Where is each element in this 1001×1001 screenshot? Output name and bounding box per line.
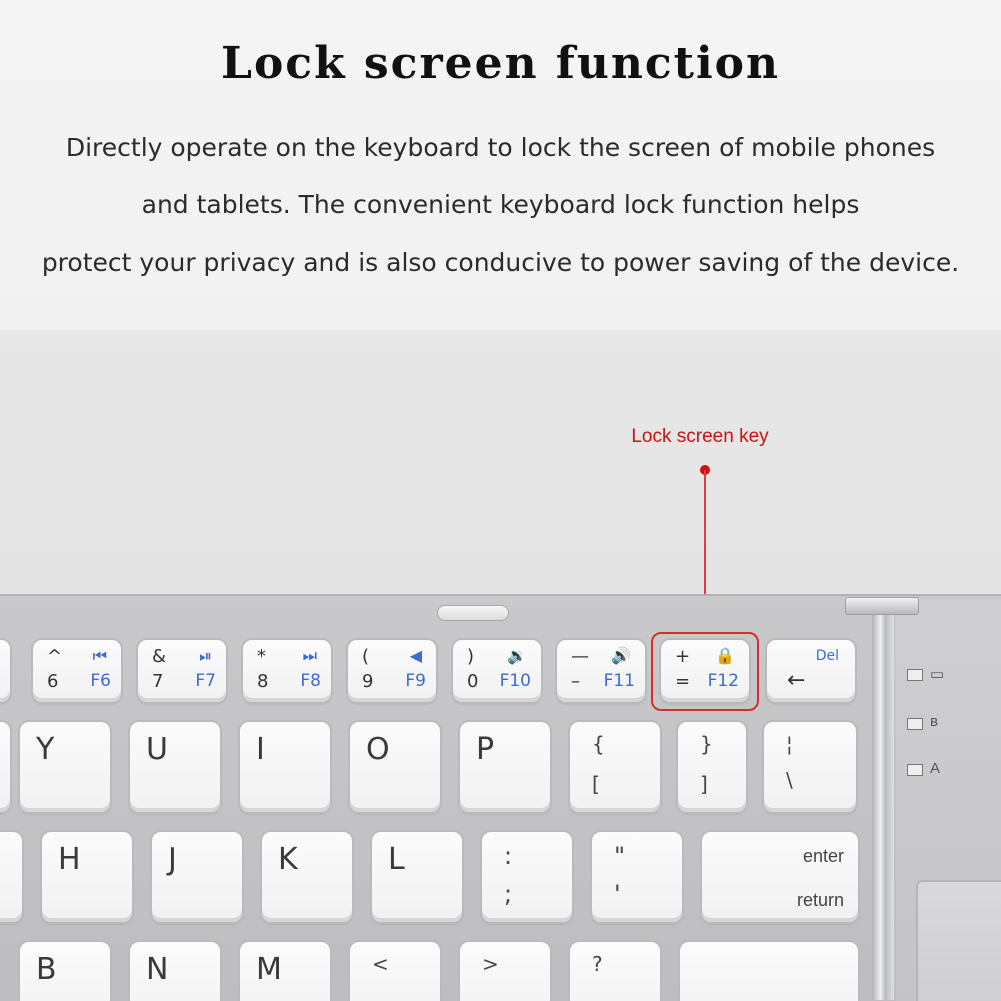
key-less-than[interactable]: <: [350, 942, 440, 1001]
key-y[interactable]: Y: [20, 722, 110, 812]
key-6-f6[interactable]: ^ ⏮ 6 F6: [33, 640, 121, 702]
volume-down-icon: 🔉: [507, 646, 527, 665]
hinge-bar: [872, 600, 894, 1000]
key-k[interactable]: K: [262, 832, 352, 922]
key-delete[interactable]: Del ←: [767, 640, 855, 702]
key-0-f10[interactable]: ) 🔉 0 F10: [453, 640, 541, 702]
key-i[interactable]: I: [240, 722, 330, 812]
key-greater-than[interactable]: >: [460, 942, 550, 1001]
key-9-f9[interactable]: ( ◀ 9 F9: [348, 640, 436, 702]
description-line-3: protect your privacy and is also conducive to power saving of the device.: [41, 248, 960, 277]
keyboard-photo: [0, 330, 1001, 1001]
volume-up-icon: 🔊: [611, 646, 631, 665]
key-8-f8[interactable]: * ⏭ 8 F8: [243, 640, 331, 702]
key-shift[interactable]: [680, 942, 858, 1001]
caps-label: A: [930, 760, 941, 777]
key-partial[interactable]: [0, 832, 22, 922]
battery-label: ▭: [930, 666, 945, 683]
key-j[interactable]: J: [152, 832, 242, 922]
key-semicolon[interactable]: : ;: [482, 832, 572, 922]
key-quote[interactable]: " ': [592, 832, 682, 922]
key-right-bracket[interactable]: } ]: [678, 722, 746, 812]
header: [0, 0, 1001, 330]
volume-mute-icon: ◀: [409, 646, 422, 665]
key-equals-f12-lock[interactable]: + 🔒 = F12: [661, 640, 749, 702]
key-m[interactable]: M: [240, 942, 330, 1001]
key-partial[interactable]: [0, 722, 10, 812]
play-pause-icon: ⏯: [199, 646, 212, 665]
key-p[interactable]: P: [460, 722, 550, 812]
key-partial[interactable]: [0, 640, 10, 702]
bluetooth-label: ʙ: [930, 713, 938, 730]
key-minus-f11[interactable]: — 🔊 – F11: [557, 640, 645, 702]
touchpad[interactable]: [916, 880, 1001, 1001]
bluetooth-icon: [907, 718, 923, 730]
hinge-cap: [845, 597, 919, 615]
key-h[interactable]: H: [42, 832, 132, 922]
key-u[interactable]: U: [130, 722, 220, 812]
key-o[interactable]: O: [350, 722, 440, 812]
key-backslash[interactable]: ¦ \: [764, 722, 856, 812]
key-n[interactable]: N: [130, 942, 220, 1001]
key-enter[interactable]: enter return: [702, 832, 858, 922]
key-b[interactable]: B: [20, 942, 110, 1001]
key-left-bracket[interactable]: { [: [570, 722, 660, 812]
key-question[interactable]: ?: [570, 942, 660, 1001]
lock-icon: 🔒: [715, 646, 735, 665]
caps-icon: [907, 764, 923, 776]
page-title: Lock screen function: [221, 38, 780, 89]
hinge-slot: [437, 605, 509, 621]
description-line-1: Directly operate on the keyboard to lock the screen of mobile phones: [65, 133, 936, 162]
description-line-2: and tablets. The convenient keyboard lock function helps: [141, 190, 860, 219]
next-track-icon: ⏭: [302, 646, 317, 665]
previous-track-icon: ⏮: [92, 646, 107, 665]
backspace-arrow-icon: ←: [787, 668, 806, 693]
key-l[interactable]: L: [372, 832, 462, 922]
callout-label: Lock screen key: [631, 426, 769, 447]
key-7-f7[interactable]: & ⏯ 7 F7: [138, 640, 226, 702]
lock-key-highlight: [651, 632, 759, 711]
battery-icon: [907, 669, 923, 681]
